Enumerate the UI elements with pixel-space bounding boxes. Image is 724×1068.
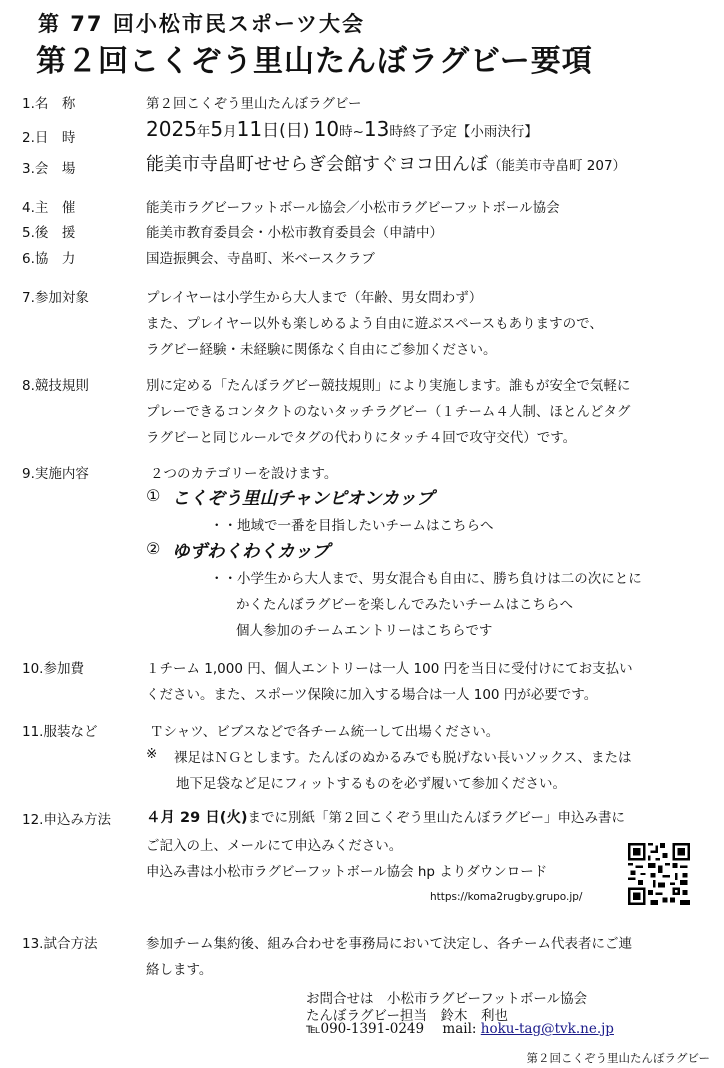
support-value: 能美市教育委員会・小松市教育委員会（申請中） [146,225,443,241]
footer-title: 第２回こくぞう里山たんぼラグビー [526,1051,710,1065]
date-month-unit: 月 [223,124,237,140]
name-value: 第２回こくぞう里山たんぼラグビー [146,96,362,112]
cup1-name: こくぞう里山チャンピオンカップ [172,489,434,509]
host-value: 能美市ラグビーフットボール協会／小松市ラグビーフットボール協会 [146,200,560,216]
apply-line-1 [146,806,625,827]
venue-name: 能美市寺畠町せせらぎ会館すぐヨコ田んぼ [146,154,488,175]
fee-label: 10.参加費 [22,661,84,677]
coop-label: 6.協 力 [22,251,76,267]
name-label: 1.名 称 [22,96,76,112]
venue-label: 3.会 場 [22,161,76,177]
venue-address: （能美市寺畠町 207） [488,158,627,174]
fee-line-1: １チーム 1,000 円、個人エントリーは一人 100 円を当日に受付けにてお支払い [146,661,633,677]
time-end: 13 [363,117,390,141]
apply-label: 12.申込み方法 [22,812,111,828]
date-year: 2025 [146,117,197,141]
dress-line-1: Ｔシャツ、ビブスなどで各チーム統一して出場ください。 [150,724,500,740]
dress-note-mark: ※ [146,746,158,762]
dress-line-3: 地下足袋など足にフィットするものを必ず履いて参加ください。 [176,776,567,792]
date-value [146,116,538,141]
apply-url[interactable]: https://koma2rugby.grupo.jp/ [430,891,583,903]
page-title: 第２回こくぞう里山たんぼラグビー要項 [36,44,593,79]
coop-value: 国造振興会、寺畠町、米ベースクラブ [146,251,375,267]
apply-line-3: 申込み書は小松市ラグビーフットボール協会 hp よりダウンロード [146,864,548,880]
date-label: 2.日 時 [22,130,76,146]
content-intro: ２つのカテゴリーを設けます。 [150,466,338,482]
cup1-number: ① [146,486,161,505]
rules-line-3: ラグビーと同じルールでタグの代わりにタッチ４回で攻守交代）です。 [146,430,577,446]
contact-line-2: たんぼラグビー担当 鈴木 利也 [306,1008,508,1024]
contact-line-1: お問合せは 小松市ラグビーフットボール協会 [306,991,588,1007]
target-line-2: また、プレイヤー以外も楽しめるよう自由に遊ぶスペースもありますので、 [146,316,603,332]
contact-mail-label: mail: [442,1021,477,1037]
date-day: 11 [236,117,263,141]
cup2-description-2: かくたんぼラグビーを楽しんでみたいチームはこちらへ [236,597,573,613]
rules-line-1: 別に定める「たんぼラグビー競技規則」により実施します。誰もが安全で気軽に [146,378,631,394]
date-note: 時終了予定【小雨決行】 [389,124,538,140]
apply-deadline: ４月 29 日(火) [146,810,248,826]
cup1-description: ・・地域で一番を目指したいチームはこちらへ [210,518,494,534]
dress-label: 11.服装など [22,724,98,740]
host-label: 4.主 催 [22,200,76,216]
time-unit: 時~ [339,124,364,140]
contact-mail-link[interactable]: hoku-tag@tvk.ne.jp [480,1021,614,1037]
support-label: 5.後 援 [22,225,76,241]
content-label: 9.実施内容 [22,466,89,482]
match-label: 13.試合方法 [22,936,98,952]
cup2-description-3: 個人参加のチームエントリーはこちらです [236,623,493,639]
time-start: 10 [313,117,340,141]
match-line-2: 絡します。 [146,962,213,978]
cup2-description-1: ・・小学生から大人まで、男女混合も自由に、勝ち負けは二の次にとに [210,571,642,587]
contact-line-3 [306,1021,614,1037]
target-label: 7.参加対象 [22,290,89,306]
date-year-unit: 年 [196,124,211,140]
venue-value [146,150,626,176]
target-line-3: ラグビー経験・未経験に関係なく自由にご参加ください。 [146,342,497,358]
date-month: 5 [210,117,224,141]
fee-line-2: ください。また、スポーツ保険に加入する場合は一人 100 円が必要です。 [146,687,598,703]
event-series-title: 第 77 回小松市民スポーツ大会 [38,12,366,36]
rules-label: 8.競技規則 [22,378,89,394]
cup2-name: ゆずわくわくカップ [172,542,330,562]
match-line-1: 参加チーム集約後、組み合わせを事務局において決定し、各チーム代表者にご連 [146,936,632,952]
date-weekday: 日(日) [262,121,310,141]
apply-line-2: ご記入の上、メールにて申込みください。 [146,838,403,854]
dress-line-2: 裸足はＮＧとします。たんぼのぬかるみでも脱げない長いソックス、または [174,750,632,766]
qr-code-icon[interactable] [628,843,690,905]
apply-line-1-text: までに別紙「第２回こくぞう里山たんぼラグビー」申込み書に [247,810,625,826]
rules-line-2: プレーできるコンタクトのないタッチラグビー（１チーム４人制、ほとんどタグ [146,404,631,420]
cup2-number: ② [146,539,161,558]
target-line-1: プレイヤーは小学生から大人まで（年齢、男女問わず） [146,290,483,306]
contact-tel: ℡090-1391-0249 [306,1021,425,1037]
